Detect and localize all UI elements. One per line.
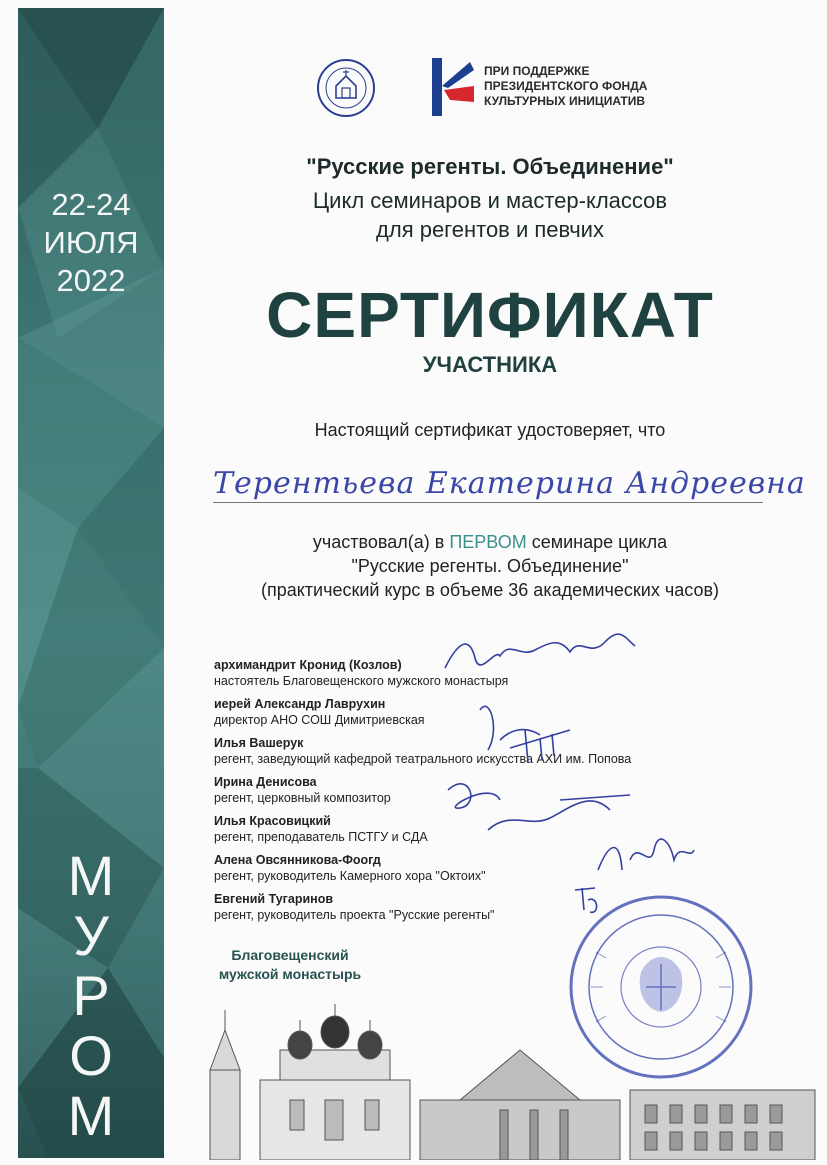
city-letter: О xyxy=(69,1024,113,1087)
signer-name: Илья Вашерук xyxy=(214,736,304,750)
signer-name: Алена Овсянникова-Фоогд xyxy=(214,853,381,867)
dates-month: ИЮЛЯ xyxy=(43,225,139,260)
monastery-seal-logo xyxy=(316,58,376,118)
signature-4 xyxy=(590,820,700,880)
seminar-number: ПЕРВОМ xyxy=(449,532,527,552)
participation-text xyxy=(200,530,780,602)
signer-name: Илья Красовицкий xyxy=(214,814,331,828)
signer-name: Ирина Денисова xyxy=(214,775,317,789)
city-letter: Р xyxy=(72,964,110,1027)
signer-role: регент, заведующий кафедрой театрального искусства АХИ им. Попова xyxy=(214,752,632,766)
event-dates xyxy=(18,186,164,300)
presidential-fund-logo xyxy=(428,56,474,118)
certifies-text: Настоящий сертификат удостоверяет, что xyxy=(314,420,666,440)
participation-line xyxy=(200,530,780,554)
event-subtitle-line: Цикл семинаров и мастер-классов xyxy=(312,188,668,213)
participation-pre: участвовал(а) в xyxy=(312,532,450,552)
fund-line: ПРИ ПОДДЕРЖКЕ xyxy=(484,64,590,78)
recipient-name-handwritten: Терентьева Екатерина Андреевна xyxy=(213,466,806,501)
monastery-buildings-illustration xyxy=(200,990,820,1160)
monastery-name xyxy=(200,946,380,984)
event-subtitle-line: для регентов и певчих xyxy=(376,217,604,242)
signer-role: регент, руководитель Камерного хора "Октоих" xyxy=(214,869,486,883)
certificate-heading: СЕРТИФИКАТ xyxy=(266,279,714,351)
dates-days: 22-24 xyxy=(51,187,131,222)
name-underline xyxy=(213,502,763,503)
signer-role: регент, церковный композитор xyxy=(214,791,391,805)
signer-role: настоятель Благовещенского мужского монастыря xyxy=(214,674,509,688)
event-title: "Русские регенты. Объединение" xyxy=(306,154,674,179)
signer-name: иерей Александр Лаврухин xyxy=(214,697,386,711)
city-letter: У xyxy=(73,904,109,967)
signer-role: регент, руководитель проекта "Русские регенты" xyxy=(214,908,495,922)
signer-role: директор АНО СОШ Димитриевская xyxy=(214,713,425,727)
monastery-line: Благовещенский xyxy=(231,947,349,963)
participation-line: "Русские регенты. Объединение" xyxy=(351,556,629,576)
fund-line: ПРЕЗИДЕНТСКОГО ФОНДА xyxy=(484,79,648,93)
signature-2 xyxy=(470,690,580,770)
event-subtitle xyxy=(200,186,780,244)
certificate-subheading: УЧАСТНИКА xyxy=(422,352,558,377)
dates-year: 2022 xyxy=(56,263,126,298)
signer-name: архимандрит Кронид (Козлов) xyxy=(214,658,402,672)
city-letter: М xyxy=(67,844,115,907)
signer-role: регент, преподаватель ПСТГУ и СДА xyxy=(214,830,428,844)
signer-entry xyxy=(214,696,684,735)
participation-line: (практический курс в объеме 36 академических часов) xyxy=(260,580,720,600)
participation-post: семинаре цикла xyxy=(526,532,668,552)
monastery-line: мужской монастырь xyxy=(218,966,362,982)
left-decorative-band xyxy=(18,8,164,1158)
fund-line: КУЛЬТУРНЫХ ИНИЦИАТИВ xyxy=(484,94,646,108)
signer-entry xyxy=(214,735,684,774)
city-letter: М xyxy=(67,1084,115,1147)
signature-1 xyxy=(440,628,640,678)
city-name-vertical xyxy=(18,846,164,1146)
fund-support-text xyxy=(484,64,684,109)
signer-name: Евгений Тугаринов xyxy=(214,892,334,906)
